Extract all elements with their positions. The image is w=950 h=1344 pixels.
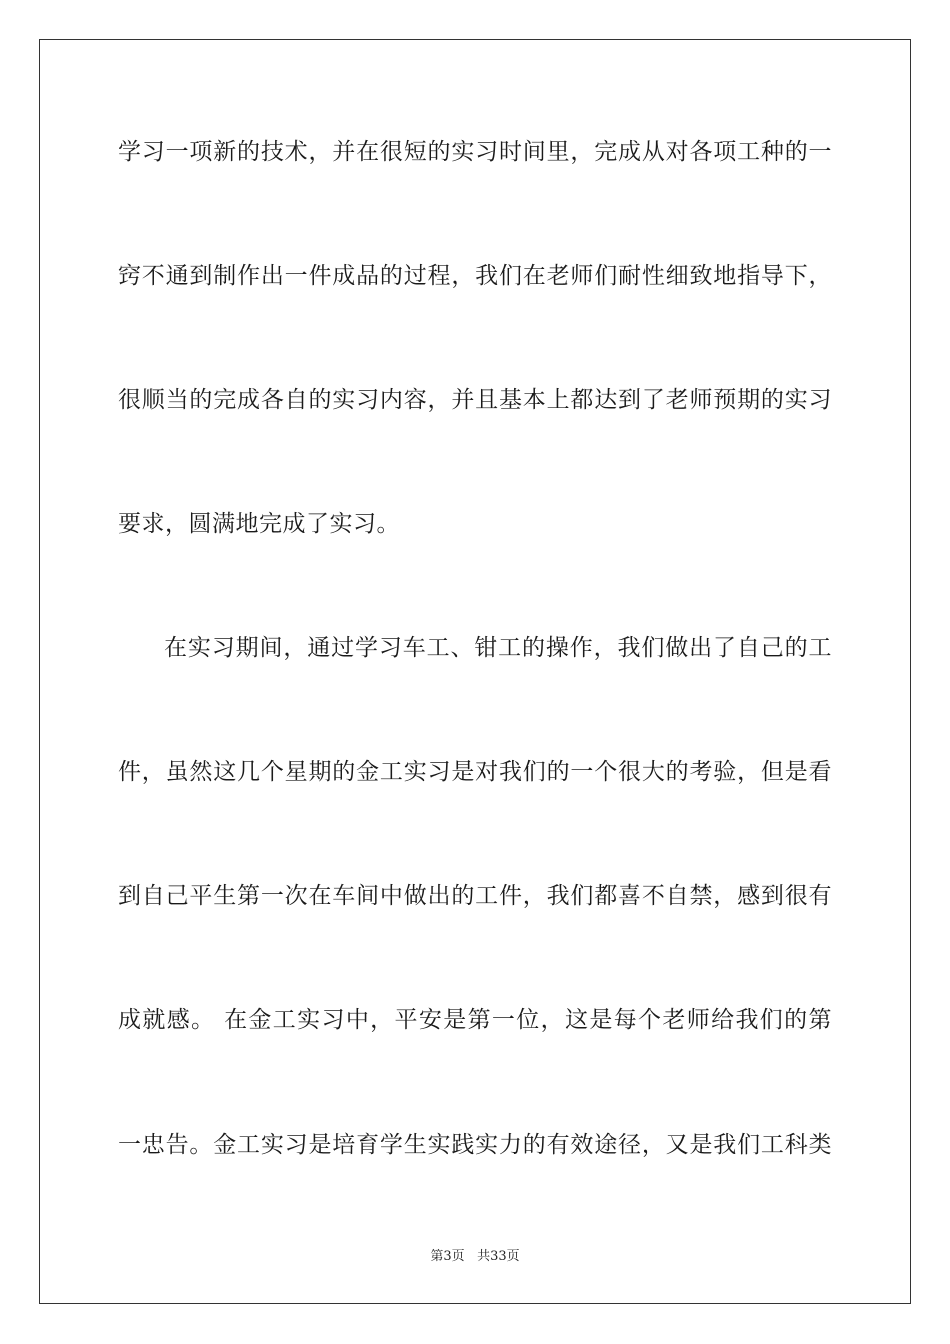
body-line-9: 一忠告。金工实习是培育学生实践实力的有效途径，又是我们工科类 (118, 1132, 832, 1158)
body-line-1: 学习一项新的技术，并在很短的实习时间里，完成从对各项工种的一 (118, 139, 832, 165)
page-number: 第3页 (430, 1249, 465, 1264)
body-line-7: 到自己平生第一次在车间中做出的工件，我们都喜不自禁，感到很有 (118, 883, 832, 909)
body-line-8: 成就感。 在金工实习中，平安是第一位，这是每个老师给我们的第 (118, 1007, 832, 1033)
body-line-2: 窍不通到制作出一件成品的过程，我们在老师们耐性细致地指导下， (118, 263, 832, 289)
page-footer (0, 1248, 950, 1266)
body-line-4: 要求，圆满地完成了实习。 (118, 511, 400, 537)
body-line-5: 在实习期间，通过学习车工、钳工的操作，我们做出了自己的工 (164, 635, 832, 661)
page-border (39, 39, 911, 1304)
page-total: 共33页 (477, 1249, 520, 1264)
body-line-6: 件，虽然这几个星期的金工实习是对我们的一个很大的考验，但是看 (118, 759, 832, 785)
body-line-3: 很顺当的完成各自的实习内容，并且基本上都达到了老师预期的实习 (118, 387, 832, 413)
